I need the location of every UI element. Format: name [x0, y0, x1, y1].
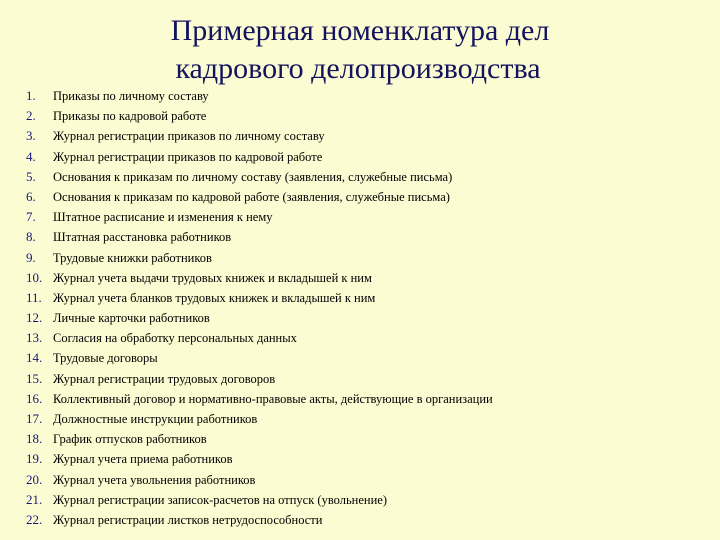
- list-item: [0, 470, 720, 490]
- list-item-number: 21.: [26, 491, 43, 507]
- list-item: [0, 268, 720, 288]
- list-item-number: 19.: [26, 451, 43, 467]
- list-item-text: Журнал учета бланков трудовых книжек и вкладышей к ним: [53, 290, 376, 305]
- list-item-number: 7.: [26, 209, 36, 225]
- list-item: [0, 207, 720, 227]
- list-item-number: 15.: [26, 370, 43, 386]
- list-item-text: Журнал регистрации трудовых договоров: [53, 371, 276, 386]
- list-item-number: 2.: [26, 108, 36, 124]
- list-item-number: 12.: [26, 310, 43, 326]
- list-item-text: Трудовые договоры: [53, 351, 158, 366]
- list-item-text: Трудовые книжки работников: [53, 250, 212, 265]
- list-item-number: 20.: [26, 471, 43, 487]
- slide-title-line-2: кадрового делопроизводства: [175, 52, 541, 85]
- list-item: [0, 449, 720, 469]
- list-item-text: Журнал регистрации записок-расчетов на отпуск (увольнение): [53, 492, 387, 507]
- list-item-number: 3.: [26, 128, 36, 144]
- list-item-number: 10.: [26, 269, 43, 285]
- list-item: [0, 510, 720, 530]
- list-item: [0, 167, 720, 187]
- list-item-number: 9.: [26, 249, 36, 265]
- list-item: [0, 248, 720, 268]
- list-item-number: 8.: [26, 229, 36, 245]
- list-item-text: Коллективный договор и нормативно-правовые акты, действующие в организации: [53, 391, 493, 406]
- list-item-number: 17.: [26, 411, 43, 426]
- list-item-number: 4.: [26, 148, 36, 164]
- list-item-text: Штатное расписание и изменения к нему: [53, 210, 273, 225]
- nomenclature-list: [0, 86, 720, 530]
- list-item-text: Штатная расстановка работников: [53, 230, 232, 245]
- list-item-text: Согласия на обработку персональных данных: [53, 331, 297, 346]
- list-item-number: 16.: [26, 390, 43, 406]
- list-item-text: Журнал регистрации приказов по кадровой работе: [53, 149, 323, 164]
- list-item: [0, 348, 720, 368]
- list-item-text: Журнал регистрации приказов по личному составу: [53, 129, 325, 144]
- list-item: [0, 288, 720, 308]
- list-item: [0, 86, 720, 106]
- list-item-number: 13.: [26, 330, 43, 346]
- slide-title: [0, 12, 720, 88]
- list-item-text: Основания к приказам по личному составу (заявления, служебные письма): [53, 169, 453, 184]
- list-item: [0, 490, 720, 510]
- list-item-text: График отпусков работников: [53, 432, 207, 447]
- list-item-text: Журнал учета приема работников: [53, 452, 233, 467]
- list-item-number: 22.: [26, 511, 43, 527]
- list-item: [0, 147, 720, 167]
- list-item-text: Приказы по личному составу: [53, 89, 209, 103]
- list-item: [0, 227, 720, 247]
- list-item: [0, 409, 720, 429]
- list-item-text: Личные карточки работников: [53, 311, 210, 326]
- list-item: [0, 429, 720, 449]
- list-item: [0, 308, 720, 328]
- list-item-text: Журнал регистрации листков нетрудоспособности: [53, 512, 323, 527]
- list-item: [0, 126, 720, 146]
- list-item-number: 14.: [26, 350, 43, 366]
- list-item-text: Приказы по кадровой работе: [53, 109, 207, 124]
- list-item: [0, 328, 720, 348]
- list-item: [0, 389, 720, 409]
- list-item: [0, 369, 720, 389]
- list-item-text: Должностные инструкции работников: [53, 412, 258, 426]
- slide-title-line-1: Примерная номенклатура дел: [170, 14, 550, 47]
- list-item-text: Журнал учета выдачи трудовых книжек и вкладышей к ним: [53, 270, 372, 285]
- list-item: [0, 106, 720, 126]
- list-item-text: Основания к приказам по кадровой работе (заявления, служебные письма): [53, 189, 450, 204]
- list-item-number: 6.: [26, 188, 36, 204]
- list-item-number: 11.: [26, 289, 42, 305]
- list-item-number: 18.: [26, 431, 43, 447]
- list-item-number: 1.: [26, 88, 36, 103]
- list-item-text: Журнал учета увольнения работников: [53, 472, 256, 487]
- list-item: [0, 187, 720, 207]
- list-item-number: 5.: [26, 168, 36, 184]
